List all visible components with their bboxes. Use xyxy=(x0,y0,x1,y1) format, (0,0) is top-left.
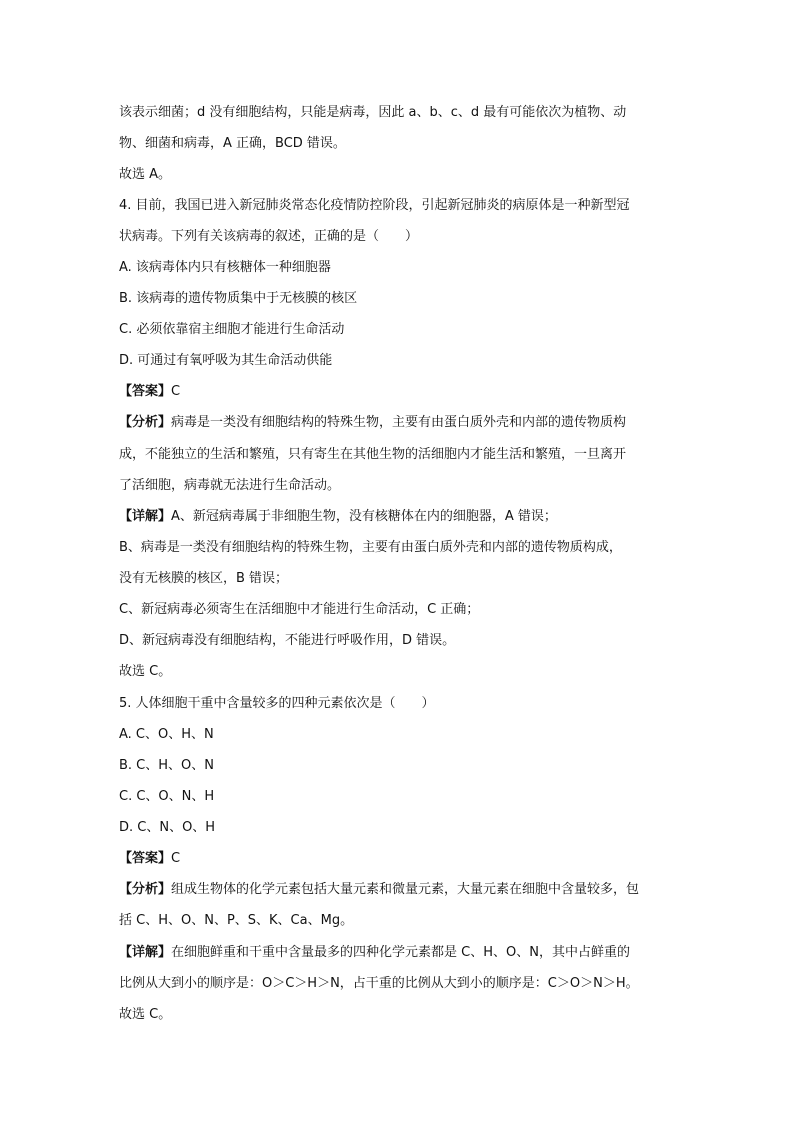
question-stem xyxy=(119,198,719,214)
section-label: 【分析】 xyxy=(119,415,172,430)
line-text: 了活细胞，病毒就无法进行生命活动。 xyxy=(119,478,341,493)
option-c xyxy=(119,789,719,805)
option-d xyxy=(119,820,719,836)
option-a xyxy=(119,727,719,743)
option-a xyxy=(119,260,719,276)
section-label: 【答案】 xyxy=(119,851,172,866)
line-text: 没有无核膜的核区，B 错误； xyxy=(119,571,289,586)
text-line xyxy=(119,664,719,680)
section-label: 【详解】 xyxy=(119,509,172,524)
answer-line xyxy=(119,384,719,400)
line-text: D. 可通过有氧呼吸为其生命活动供能 xyxy=(119,353,333,368)
text-line xyxy=(119,633,719,649)
line-text: 括 C、H、O、N、P、S、K、Ca、Mg。 xyxy=(119,913,354,928)
line-text: 状病毒。下列有关该病毒的叙述，正确的是（ ） xyxy=(119,229,419,244)
option-b xyxy=(119,758,719,774)
line-text: 故选 C。 xyxy=(119,1007,172,1022)
line-text: 该表示细菌；d 没有细胞结构，只能是病毒，因此 a、b、c、d 最有可能依次为植物、动 xyxy=(119,105,627,120)
line-text: B. 该病毒的遗传物质集中于无核膜的核区 xyxy=(119,291,358,306)
text-line xyxy=(119,1007,719,1023)
line-text: C、新冠病毒必须寄生在活细胞中才能进行生命活动，C 正确； xyxy=(119,602,480,617)
section-label: 【分析】 xyxy=(119,882,172,897)
option-d xyxy=(119,353,719,369)
analysis-line xyxy=(119,882,719,898)
line-text: 在细胞鲜重和干重中含量最多的四种化学元素都是 C、H、O、N，其中占鲜重的 xyxy=(171,945,630,960)
text-line xyxy=(119,540,719,556)
analysis-line xyxy=(119,415,719,431)
line-text: B. C、H、O、N xyxy=(119,758,214,773)
text-line xyxy=(119,105,719,121)
text-line xyxy=(119,447,719,463)
line-text: B、病毒是一类没有细胞结构的特殊生物，主要有由蛋白质外壳和内部的遗传物质构成， xyxy=(119,540,622,555)
text-line xyxy=(119,913,719,929)
detail-line xyxy=(119,945,719,961)
question-stem xyxy=(119,229,719,245)
text-line xyxy=(119,136,719,152)
line-text: 病毒是一类没有细胞结构的特殊生物，主要有由蛋白质外壳和内部的遗传物质构 xyxy=(171,415,627,430)
option-c xyxy=(119,322,719,338)
line-text: C. 必须依靠宿主细胞才能进行生命活动 xyxy=(119,322,345,337)
line-text: 物、细菌和病毒，A 正确，BCD 错误。 xyxy=(119,136,346,151)
text-line xyxy=(119,167,719,183)
line-text: 5. 人体细胞干重中含量较多的四种元素依次是（ ） xyxy=(119,696,435,711)
question-stem xyxy=(119,696,719,712)
line-text: D、新冠病毒没有细胞结构，不能进行呼吸作用，D 错误。 xyxy=(119,633,456,648)
line-text: C xyxy=(171,384,181,399)
text-line xyxy=(119,571,719,587)
text-line xyxy=(119,976,719,992)
section-label: 【答案】 xyxy=(119,384,172,399)
option-b xyxy=(119,291,719,307)
text-line xyxy=(119,602,719,618)
line-text: 故选 C。 xyxy=(119,664,172,679)
line-text: A、新冠病毒属于非细胞生物，没有核糖体在内的细胞器，A 错误； xyxy=(171,509,557,524)
line-text: D. C、N、O、H xyxy=(119,820,216,835)
text-line xyxy=(119,478,719,494)
line-text: C xyxy=(171,851,181,866)
answer-line xyxy=(119,851,719,867)
detail-line xyxy=(119,509,719,525)
line-text: 故选 A。 xyxy=(119,167,172,182)
line-text: 组成生物体的化学元素包括大量元素和微量元素，大量元素在细胞中含量较多，包 xyxy=(171,882,640,897)
line-text: C. C、O、N、H xyxy=(119,789,215,804)
line-text: 成，不能独立的生活和繁殖，只有寄生在其他生物的活细胞内才能生活和繁殖，一旦离开 xyxy=(119,447,627,462)
line-text: A. C、O、H、N xyxy=(119,727,214,742)
line-text: 4. 目前，我国已进入新冠肺炎常态化疫情防控阶段，引起新冠肺炎的病原体是一种新型冠 xyxy=(119,198,630,213)
section-label: 【详解】 xyxy=(119,945,172,960)
line-text: 比例从大到小的顺序是：O＞C＞H＞N，占干重的比例从大到小的顺序是：C＞O＞N＞H。 xyxy=(119,976,639,991)
line-text: A. 该病毒体内只有核糖体一种细胞器 xyxy=(119,260,331,275)
